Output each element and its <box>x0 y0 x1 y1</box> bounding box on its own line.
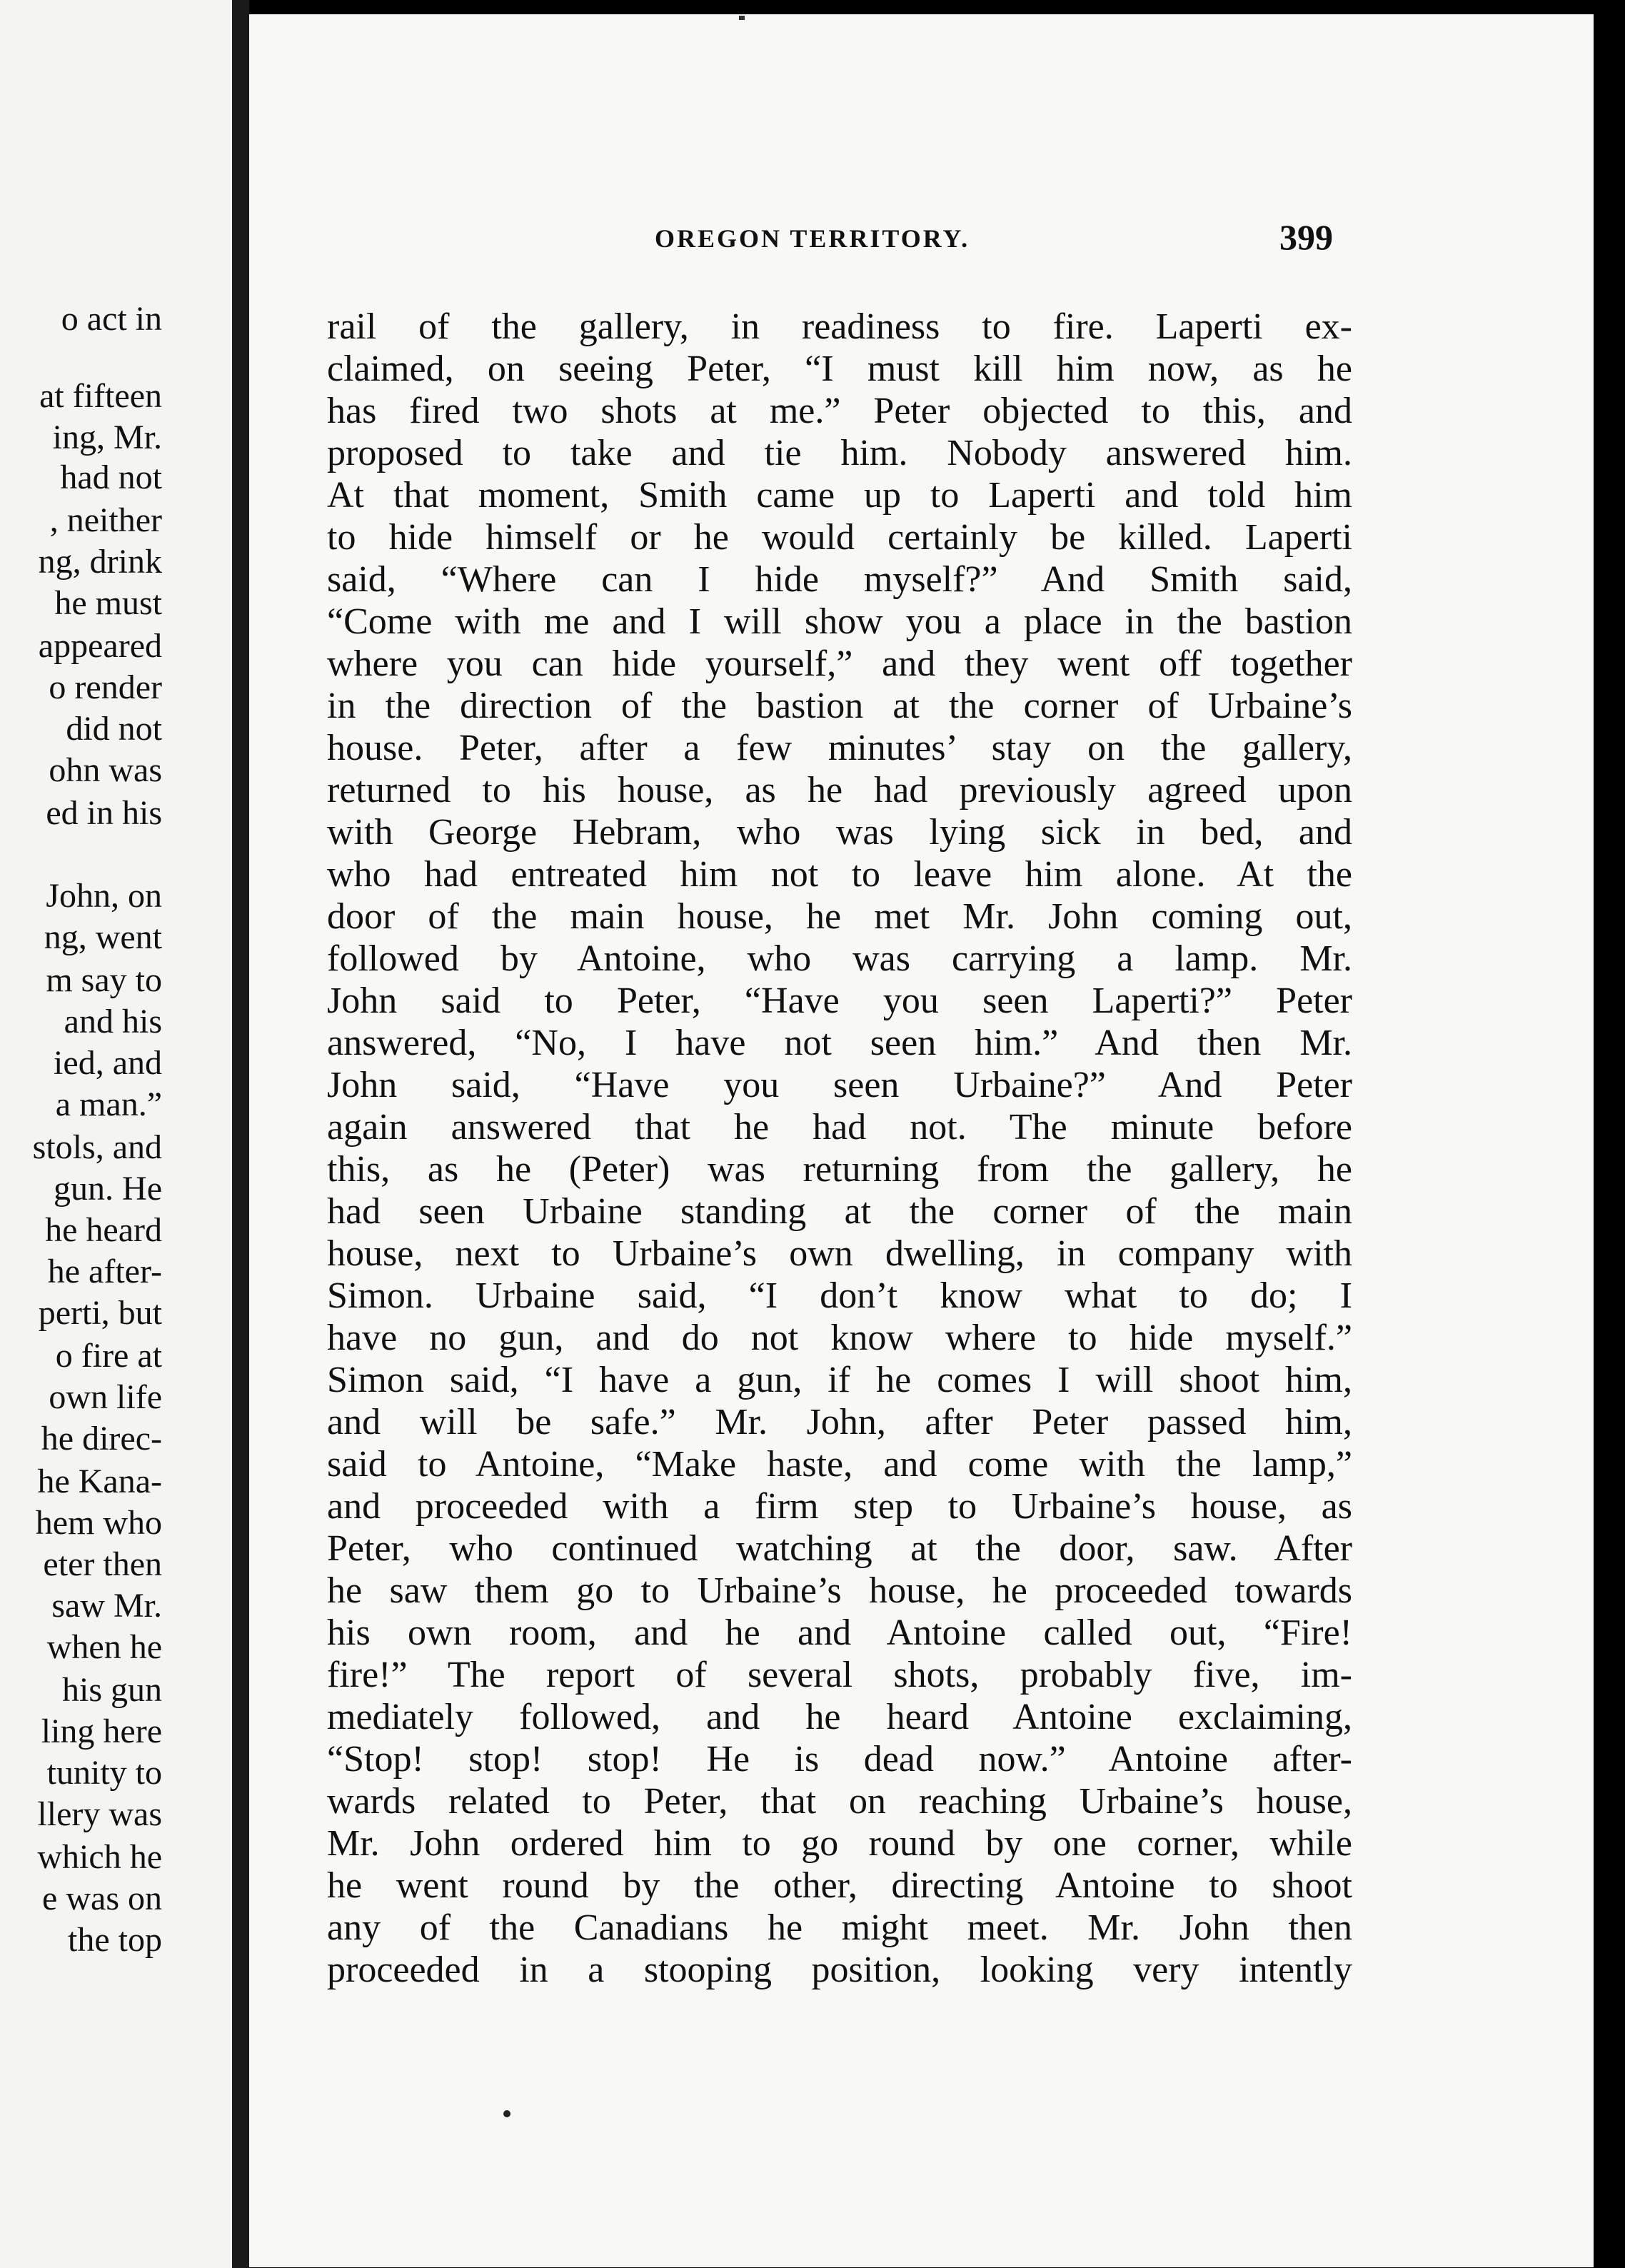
body-line: rail of the gallery, in readiness to fire. Laperti ex- <box>327 306 1352 347</box>
body-line: Simon said, “I have a gun, if he comes I will shoot him, <box>327 1360 1352 1400</box>
left-page-line: did not <box>66 710 162 748</box>
body-line: answered, “No, I have not seen him.” And then Mr. <box>327 1023 1352 1063</box>
left-page-line: o fire at <box>55 1337 162 1375</box>
left-page-line: perti, but <box>38 1294 162 1332</box>
body-line: he saw them go to Urbaine’s house, he proceeded towards <box>327 1570 1352 1611</box>
left-page-line: he Kana- <box>37 1462 162 1500</box>
left-page-line: he after- <box>47 1253 162 1290</box>
body-text <box>327 306 1352 1991</box>
left-page-line: had not <box>60 458 162 496</box>
left-page-line: at fifteen <box>39 377 162 415</box>
body-line: At that moment, Smith came up to Laperti and told him <box>327 475 1352 516</box>
left-page-line: he heard <box>45 1211 162 1249</box>
body-line: wards related to Peter, that on reaching Urbaine’s house, <box>327 1781 1352 1822</box>
left-page-line: llery was <box>37 1795 162 1833</box>
left-page-line: ied, and <box>54 1044 162 1082</box>
body-line: his own room, and he and Antoine called out, “Fire! <box>327 1612 1352 1653</box>
left-page-line: which he <box>37 1838 162 1876</box>
top-mark <box>739 16 745 20</box>
body-line: claimed, on seeing Peter, “I must kill him now, as he <box>327 348 1352 389</box>
body-line: mediately followed, and he heard Antoine exclaiming, <box>327 1697 1352 1737</box>
left-page-line: the top <box>68 1921 162 1959</box>
left-page-line: ohn was <box>49 751 162 789</box>
body-line: he went round by the other, directing Antoine to shoot <box>327 1865 1352 1906</box>
body-line: any of the Canadians he might meet. Mr. John then <box>327 1907 1352 1948</box>
left-page-line: hem who <box>35 1504 162 1542</box>
left-page-line: ing, Mr. <box>52 418 162 456</box>
left-page-line: tunity to <box>46 1754 162 1792</box>
body-line: in the direction of the bastion at the corner of Urbaine’s <box>327 686 1352 726</box>
left-page-line: m say to <box>46 961 162 999</box>
left-page-line: ed in his <box>46 794 162 832</box>
body-line: proceeded in a stooping position, looking very intently <box>327 1950 1352 1990</box>
body-line: said to Antoine, “Make haste, and come with the lamp,” <box>327 1444 1352 1485</box>
left-page <box>0 0 232 2268</box>
body-line: John said to Peter, “Have you seen Laperti?” Peter <box>327 980 1352 1021</box>
body-line: Mr. John ordered him to go round by one corner, while <box>327 1823 1352 1864</box>
body-line: fire!” The report of several shots, probably five, im- <box>327 1655 1352 1695</box>
left-page-line: appeared <box>38 627 162 665</box>
body-line: has fired two shots at me.” Peter objected to this, and <box>327 391 1352 431</box>
body-line: John said, “Have you seen Urbaine?” And Peter <box>327 1065 1352 1105</box>
body-line: followed by Antoine, who was carrying a lamp. Mr. <box>327 938 1352 979</box>
book-gutter <box>232 0 249 2268</box>
page-number: 399 <box>1279 217 1333 257</box>
body-line: Simon. Urbaine said, “I don’t know what to do; I <box>327 1275 1352 1316</box>
body-line: have no gun, and do not know where to hide myself.” <box>327 1318 1352 1358</box>
body-line: said, “Where can I hide myself?” And Smith said, <box>327 559 1352 600</box>
left-page-line: saw Mr. <box>51 1587 162 1625</box>
body-line: Peter, who continued watching at the door, saw. After <box>327 1528 1352 1569</box>
page-edge <box>1594 0 1625 2268</box>
left-page-line: o act in <box>61 300 162 338</box>
left-page-line: a man.” <box>55 1085 162 1123</box>
left-page-line: his gun <box>61 1671 162 1709</box>
running-head: OREGON TERRITORY. <box>655 224 970 253</box>
left-page-line: and his <box>64 1003 162 1040</box>
body-line: returned to his house, as he had previously agreed upon <box>327 770 1352 811</box>
body-line: who had entreated him not to leave him alone. At the <box>327 854 1352 895</box>
left-page-line: when he <box>46 1628 162 1666</box>
body-line: house. Peter, after a few minutes’ stay on the gallery, <box>327 728 1352 768</box>
left-page-line: John, on <box>46 877 162 915</box>
body-line: door of the main house, he met Mr. John coming out, <box>327 896 1352 937</box>
body-line: proposed to take and tie him. Nobody answered him. <box>327 433 1352 473</box>
body-line: this, as he (Peter) was returning from the gallery, he <box>327 1149 1352 1190</box>
left-page-line: , neither <box>49 501 162 539</box>
left-page-line: he must <box>54 584 162 622</box>
left-page-line: stols, and <box>32 1128 162 1166</box>
body-line: and will be safe.” Mr. John, after Peter passed him, <box>327 1402 1352 1442</box>
body-line: to hide himself or he would certainly be killed. Laperti <box>327 517 1352 558</box>
body-line: had seen Urbaine standing at the corner of the main <box>327 1191 1352 1232</box>
body-line: again answered that he had not. The minute before <box>327 1107 1352 1148</box>
body-line: and proceeded with a firm step to Urbaine’s house, as <box>327 1486 1352 1527</box>
left-page-line: own life <box>49 1378 162 1416</box>
left-page-line: e was on <box>42 1880 162 1917</box>
stray-mark <box>503 2110 510 2117</box>
left-page-line: eter then <box>43 1545 162 1583</box>
left-page-line: ng, drink <box>38 543 162 581</box>
body-line: “Stop! stop! stop! He is dead now.” Antoine after- <box>327 1739 1352 1780</box>
body-line: “Come with me and I will show you a place in the bastion <box>327 601 1352 642</box>
body-line: house, next to Urbaine’s own dwelling, in company with <box>327 1233 1352 1274</box>
body-line: where you can hide yourself,” and they went off together <box>327 643 1352 684</box>
left-page-line: ling here <box>41 1712 162 1750</box>
left-page-line: gun. He <box>54 1170 162 1208</box>
left-page-line: ng, went <box>44 918 162 956</box>
body-line: with George Hebram, who was lying sick in bed, and <box>327 812 1352 853</box>
left-page-line: o render <box>49 668 162 706</box>
left-page-line: he direc- <box>41 1420 162 1457</box>
